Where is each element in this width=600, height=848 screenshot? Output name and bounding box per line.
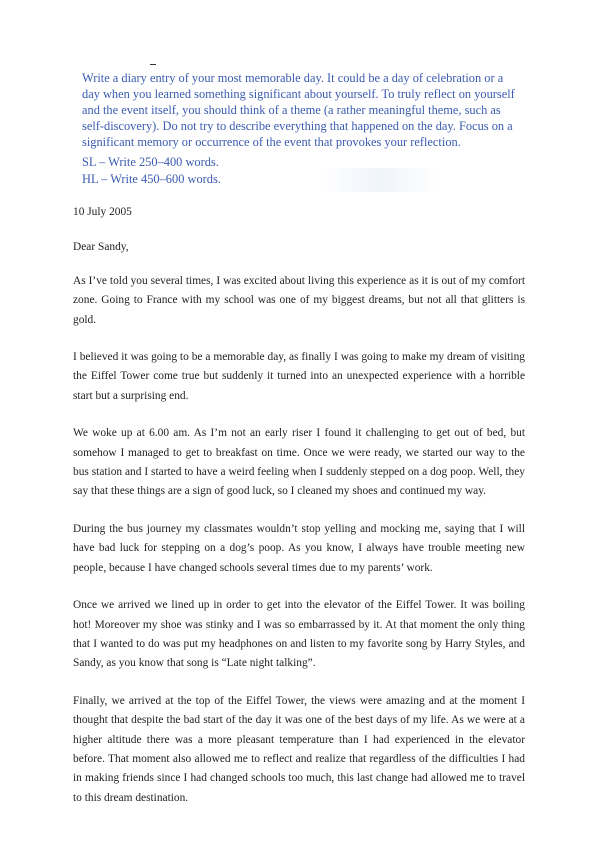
- entry-paragraph: Once we arrived we lined up in order to get into the elevator of the Eiffel Tower. It was boiling hot! Moreover my shoe was stinky and I was so embarrassed by it. At that moment the only thing that I wanted to do was put my headphones on and listen to my favorite song by Harry Styles, and Sandy, as you know that song is “Late night talking”.: [73, 599, 525, 670]
- entry-paragraph: We woke up at 6.00 am. As I’m not an early riser I found it challenging to get out of bed, but somehow I managed to get to breakfast on time. Once we were ready, we started our way to the bus station and I started to have a weird feeling when I suddenly stepped on a dog poop. Well, they say that these things are a sign of good luck, so I cleaned my shoes and continued my way.: [73, 427, 525, 498]
- entry-date: 10 July 2005: [73, 206, 132, 218]
- entry-paragraph: During the bus journey my classmates wouldn’t stop yelling and mocking me, saying that I will have bad luck for stepping on a dog’s poop. As you know, I always have trouble meeting new people, because I have changed schools several times due to my parents’ work.: [73, 522, 525, 574]
- entry-paragraph: As I’ve told you several times, I was excited about living this experience as it is out of my comfort zone. Going to France with my school was one of my biggest dreams, but not all that glitters is gold.: [73, 274, 525, 326]
- entry-paragraph: I believed it was going to be a memorable day, as finally I was going to make my dream of visiting the Eiffel Tower come true but suddenly it turned into an unexpected experience with a horrible start but a surprising end.: [73, 351, 525, 402]
- faded-scan-artifact: [318, 168, 438, 192]
- sl-word-limit: SL – Write 250–400 words.: [82, 155, 219, 169]
- word-limits: [82, 154, 516, 188]
- entry-greeting: Dear Sandy,: [73, 241, 129, 254]
- task-prompt: [82, 70, 516, 198]
- prompt-text: Write a diary entry of your most memorable day. It could be a day of celebration or a day when you learned something significant about yourself. To truly reflect on yourself and the event itself, you should think of a theme (a rather meaningful theme, such as self-discovery). Do not try to describe everything that happened on the day. Focus on a significant memory or occurrence of the event that provokes your reflection.: [82, 71, 515, 149]
- entry-paragraph: Finally, we arrived at the top of the Eiffel Tower, the views were amazing and at the moment I thought that despite the bad start of the day it was one of the best days of my life. As we were at a higher altitude there was a more pleasant temperature than I had experienced in the elevator before. That moment also allowed me to reflect and realize that regardless of the difficulties I had in making friends since I had changed schools too much, this last change had allowed me to travel to this dream destination.: [73, 694, 525, 804]
- diary-entry: [73, 203, 525, 826]
- hl-word-limit: HL – Write 450–600 words.: [82, 172, 221, 186]
- stray-dash-mark: [150, 64, 156, 65]
